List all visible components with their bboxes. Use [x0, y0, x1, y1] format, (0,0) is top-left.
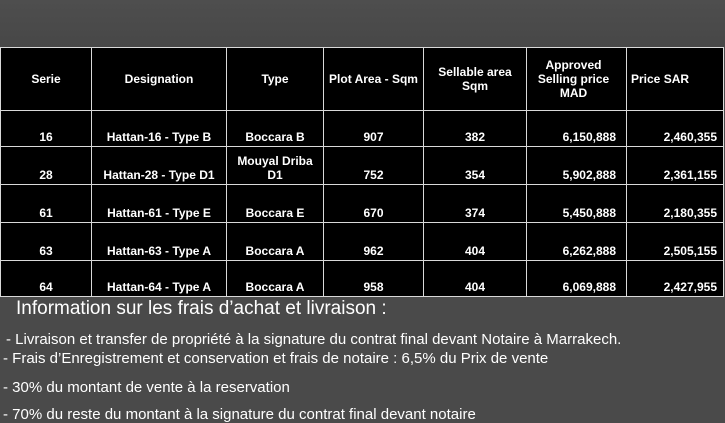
header-type: Type: [227, 48, 324, 111]
cell-price-mad: 5,450,888: [527, 185, 627, 223]
table-row: [1, 147, 724, 185]
header-price-mad: Approved Selling price MAD: [527, 48, 627, 111]
cell-price-mad: 6,150,888: [527, 111, 627, 147]
info-title: Information sur les frais d’achat et livraison :: [16, 298, 387, 319]
table-header-row: [1, 48, 724, 111]
cell-type: Boccara A: [227, 261, 324, 297]
cell-type: Boccara B: [227, 111, 324, 147]
header-sellable-area: Sellable area Sqm: [424, 48, 527, 111]
cell-sellable-area: 374: [424, 185, 527, 223]
table-row: [1, 185, 724, 223]
cell-serie: 63: [1, 223, 92, 261]
cell-serie: 16: [1, 111, 92, 147]
cell-type: Boccara A: [227, 223, 324, 261]
cell-price-sar: 2,460,355: [627, 111, 724, 147]
cell-price-sar: 2,361,155: [627, 147, 724, 185]
cell-designation: Hattan-64 - Type A: [92, 261, 227, 297]
header-designation: Designation: [92, 48, 227, 111]
cell-price-mad: 5,902,888: [527, 147, 627, 185]
cell-designation: Hattan-28 - Type D1: [92, 147, 227, 185]
cell-sellable-area: 382: [424, 111, 527, 147]
top-band: [0, 0, 725, 47]
info-line-delivery: - Livraison et transfer de propriété à la signature du contrat final devant Notaire à Marrakech.: [6, 331, 622, 348]
cell-designation: Hattan-16 - Type B: [92, 111, 227, 147]
cell-designation: Hattan-61 - Type E: [92, 185, 227, 223]
cell-price-mad: 6,262,888: [527, 223, 627, 261]
cell-plot-area: 962: [324, 223, 424, 261]
cell-plot-area: 958: [324, 261, 424, 297]
cell-plot-area: 670: [324, 185, 424, 223]
pricing-table: [0, 47, 724, 297]
cell-sellable-area: 404: [424, 261, 527, 297]
header-plot-area: Plot Area - Sqm: [324, 48, 424, 111]
cell-designation: Hattan-63 - Type A: [92, 223, 227, 261]
cell-price-sar: 2,505,155: [627, 223, 724, 261]
cell-serie: 61: [1, 185, 92, 223]
info-line-balance: - 70% du reste du montant à la signature du contrat final devant notaire: [3, 406, 476, 423]
cell-type: Mouyal Driba D1: [227, 147, 324, 185]
cell-sellable-area: 354: [424, 147, 527, 185]
header-serie: Serie: [1, 48, 92, 111]
cell-serie: 64: [1, 261, 92, 297]
cell-type: Boccara E: [227, 185, 324, 223]
cell-sellable-area: 404: [424, 223, 527, 261]
cell-price-mad: 6,069,888: [527, 261, 627, 297]
cell-price-sar: 2,427,955: [627, 261, 724, 297]
cell-plot-area: 907: [324, 111, 424, 147]
table-row: [1, 111, 724, 147]
header-price-sar: Price SAR: [627, 48, 724, 111]
info-line-fees: - Frais d’Enregistrement et conservation et frais de notaire : 6,5% du Prix de vente: [3, 350, 549, 367]
cell-price-sar: 2,180,355: [627, 185, 724, 223]
info-line-deposit: - 30% du montant de vente à la reservation: [3, 379, 290, 396]
table-row: [1, 223, 724, 261]
table-row: [1, 261, 724, 297]
cell-serie: 28: [1, 147, 92, 185]
cell-plot-area: 752: [324, 147, 424, 185]
